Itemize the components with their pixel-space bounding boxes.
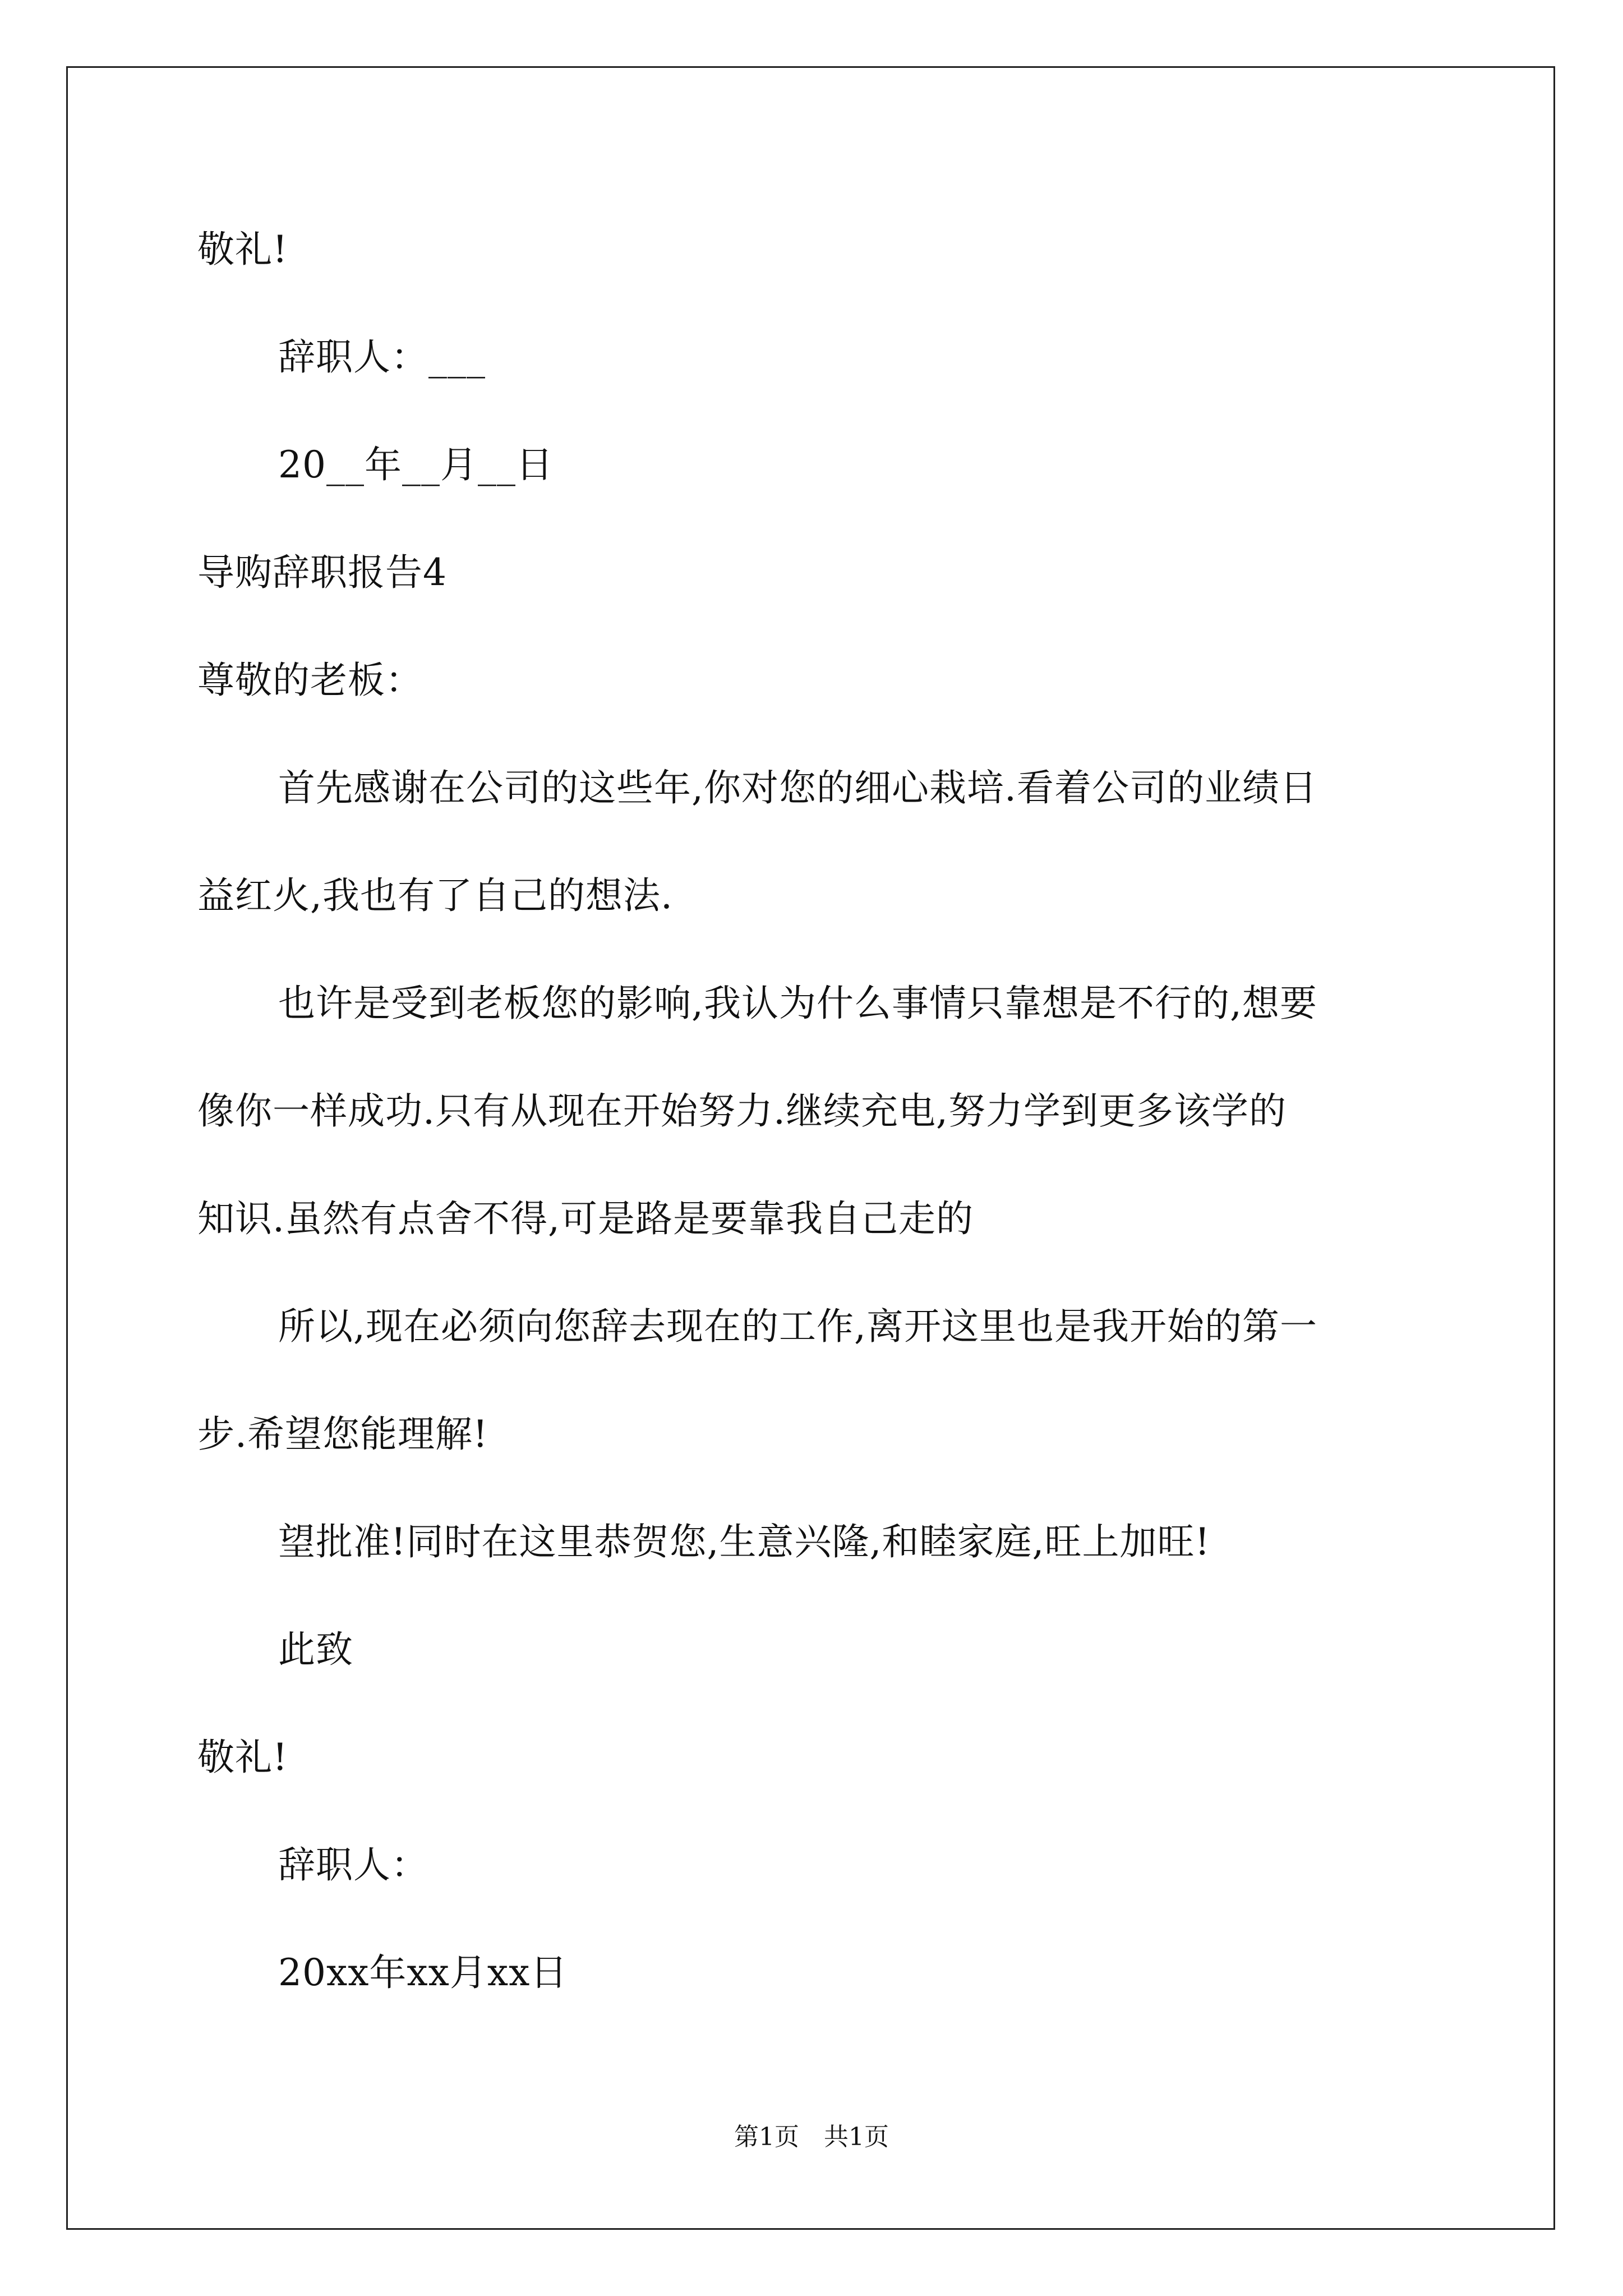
paragraph-line: 首先感谢在公司的这些年,你对您的细心栽培.看着公司的业绩日 [278,766,1317,809]
closing-phrase: 此致 [278,1628,353,1671]
signature-label: 辞职人： [278,1843,428,1887]
paragraph-line: 知识.虽然有点舍不得,可是路是要靠我自己走的 [197,1197,974,1240]
paragraph-line: 所以,现在必须向您辞去现在的工作,离开这里也是我开始的第一 [278,1305,1317,1348]
paragraph-line: 也许是受到老板您的影响,我认为什么事情只靠想是不行的,想要 [278,982,1317,1025]
signature-label: 辞职人：___ [278,335,486,379]
closing-salutation: 敬礼! [197,1736,288,1779]
section-heading: 导购辞职报告4 [197,551,447,594]
greeting: 尊敬的老板： [197,659,423,702]
paragraph-line: 步.希望您能理解! [197,1412,488,1456]
date-line: 20__年__月__日 [278,443,554,486]
paragraph-line: 益红火,我也有了自己的想法. [197,874,673,917]
page-number-footer: 第1页 共1页 [734,2123,889,2151]
date-line: 20xx年xx月xx日 [278,1951,568,1994]
paragraph-line: 望批准!同时在这里恭贺您,生意兴隆,和睦家庭,旺上加旺! [278,1520,1210,1563]
page-border [66,66,1555,2230]
paragraph-line: 像你一样成功.只有从现在开始努力.继续充电,努力学到更多该学的 [197,1089,1287,1133]
closing-salutation: 敬礼! [197,228,288,271]
